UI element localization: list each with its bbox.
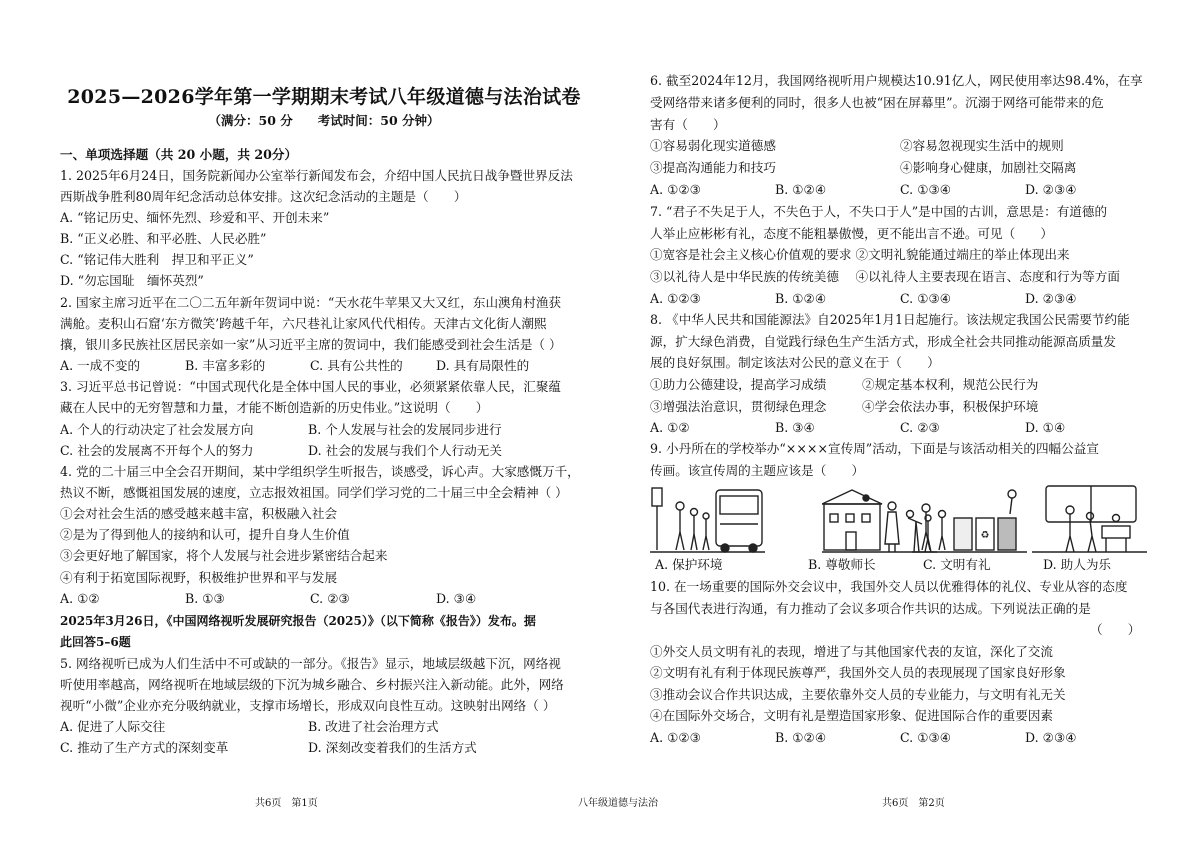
exam-subtitle: （满分：50 分 考试时间：50 分钟） [208, 113, 440, 128]
q5-stem-line: 视听“小微”企业亦充分吸纳就业，支撑市场增长，形成双向良性互动。这映射出网络（ ） [60, 698, 556, 713]
q3-option-a: A. 个人的行动决定了社会发展方向 [60, 422, 254, 437]
q6-option-c: C. ①③④ [900, 182, 952, 197]
q6-stem-line: 6. 截至2024年12月，我国网络视听用户规模达10.91亿人，网民使用率达98.4%，在享 [650, 73, 1143, 88]
q5-option-c: C. 推动了生产方式的深刻变革 [60, 740, 229, 755]
q8-item: ③增强法治意识，贯彻绿色理念 [650, 399, 827, 414]
q8-option-b: B. ③④ [775, 420, 815, 435]
q2-option-b: B. 丰富多彩的 [185, 358, 266, 373]
q8-stem-line: 源，扩大绿色消费，自觉践行绿色生产生活方式，形成全社会共同推动能源高质量发 [650, 334, 1116, 349]
q7-stem-line: 7. “君子不失足于人，不失色于人，不失口于人”是中国的古训，意思是：有道德的 [650, 204, 1108, 219]
section-heading: 一、单项选择题（共 20 小题，共 20分） [60, 147, 298, 162]
q6-item: ④影响身心健康，加剧社交隔离 [900, 160, 1077, 175]
q4-item: ①会对社会生活的感受越来越丰富，积极融入社会 [60, 506, 338, 521]
q4-option-b: B. ①③ [185, 591, 225, 606]
q4-item: ③会更好地了解国家，将个人发展与社会进步紧密结合起来 [60, 548, 388, 563]
q7-option-c: C. ①③④ [900, 291, 952, 306]
material-intro: 2025年3月26日，《中国网络视听发展研究报告（2025）》（以下简称《报告》）发布。据 [60, 614, 536, 628]
q1-option: C. “铭记伟大胜利 捍卫和平正义” [60, 252, 254, 267]
q9-caption-b: B. 尊敬师长 [808, 557, 876, 572]
q7-item: ①宽容是社会主义核心价值观的要求 ②文明礼貌能通过端庄的举止体现出来 [650, 247, 1070, 262]
footer-subject: 八年级道德与法治 [578, 798, 658, 809]
q10-stem-line: 10. 在一场重要的国际外交会议中，我国外交人员以优雅得体的礼仪、专业从容的态度 [650, 579, 1128, 594]
q6-option-b: B. ①②④ [775, 182, 827, 197]
q5-stem-line: 5. 网络视听已成为人们生活中不可或缺的一部分。《报告》显示，地域层级越下沉，网络视 [60, 656, 561, 671]
q10-option-d: D. ②③④ [1025, 730, 1077, 745]
q10-option-a: A. ①②③ [650, 730, 701, 745]
q1-stem-line: 1. 2025年6月24日，国务院新闻办公室举行新闻发布会，介绍中国人民抗日战争暨世界反法 [60, 168, 573, 183]
q10-item: ④在国际外交场合，文明有礼是塑造国家形象、促进国际合作的重要因素 [650, 708, 1053, 723]
q10-item: ③推动会议合作共识达成，主要依靠外交人员的专业能力，与文明有礼无关 [650, 687, 1066, 702]
material-intro: 此回答5–6题 [60, 635, 131, 649]
bus-seat-giving-picture [1032, 484, 1147, 554]
q10-stem-line: （ ） [1090, 622, 1141, 637]
q3-option-b: B. 个人发展与社会的发展同步进行 [308, 422, 502, 437]
q9-caption-c: C. 文明有礼 [923, 557, 991, 572]
q5-option-a: A. 促进了人际交往 [60, 719, 166, 734]
q1-option: B. “正义必胜、和平必胜、人民必胜” [60, 231, 267, 246]
q4-stem-line: 4. 党的二十届三中全会召开期间，某中学组织学生听报告，谈感受，诉心声。大家感慨万千， [60, 464, 580, 479]
q7-option-a: A. ①②③ [650, 291, 701, 306]
q2-stem-line: 攘，银川多民族社区居民亲如一家”从习近平主席的贺词中，我们能感受到社会生活是（ ） [60, 337, 562, 352]
q4-option-a: A. ①② [60, 591, 100, 606]
q10-item: ②文明有礼有利于体现民族尊严，我国外交人员的表现展现了国家良好形象 [650, 665, 1066, 680]
q6-item: ②容易忽视现实生活中的规则 [900, 138, 1064, 153]
q4-item: ④有利于拓宽国际视野，积极维护世界和平与发展 [60, 570, 338, 585]
q7-option-d: D. ②③④ [1025, 291, 1077, 306]
q3-stem-line: 3. 习近平总书记曾说：“中国式现代化是全体中国人民的事业，必须紧紧依靠人民，汇聚蕴 [60, 379, 562, 394]
q2-option-a: A. 一成不变的 [60, 358, 141, 373]
q9-stem-line: 9. 小丹所在的学校举办“××××宣传周”活动，下面是与该活动相关的四幅公益宣 [650, 441, 1099, 456]
q8-item: ①助力公德建设，提高学习成绩 [650, 377, 827, 392]
q2-option-c: C. 具有公共性的 [310, 358, 403, 373]
q5-option-b: B. 改进了社会治理方式 [308, 719, 439, 734]
footer-page-right: 共6页 第2页 [882, 798, 945, 809]
bus-stop-queue-picture [650, 484, 765, 554]
q6-item: ①容易弱化现实道德感 [650, 138, 776, 153]
q6-item: ③提高沟通能力和技巧 [650, 160, 776, 175]
q7-option-b: B. ①②④ [775, 291, 827, 306]
q10-option-c: C. ①③④ [900, 730, 952, 745]
q8-item: ②规定基本权利，规范公民行为 [862, 377, 1039, 392]
q9-caption-a: A. 保护环境 [655, 557, 723, 572]
q4-item: ②是为了得到他人的接纳和认可，提升自身人生价值 [60, 527, 350, 542]
q6-option-d: D. ②③④ [1025, 182, 1077, 197]
q2-stem-line: 满舱。麦积山石窟‘东方微笑’跨越千年，六尺巷礼让家风代代相传。天津古文化街人潮熙 [60, 316, 547, 331]
q7-stem-line: 人举止应彬彬有礼，态度不能粗暴傲慢，更不能出言不逊。可见（ ） [650, 226, 1053, 241]
q9-caption-d: D. 助人为乐 [1043, 557, 1112, 572]
q3-option-c: C. 社会的发展离不开每个人的努力 [60, 443, 254, 458]
q6-option-a: A. ①②③ [650, 182, 701, 197]
q8-item: ④学会依法办事，积极保护环境 [862, 399, 1039, 414]
q6-stem-line: 受网络带来诸多便利的同时，很多人也被“困在屏幕里”。沉溺于网络可能带来的危 [650, 95, 1104, 110]
q9-stem-line: 传画。该宣传周的主题应该是（ ） [650, 463, 865, 478]
q10-item: ①外交人员文明有礼的表现，增进了与其他国家代表的友谊，深化了交流 [650, 644, 1053, 659]
q4-stem-line: 热议不断，感慨祖国发展的速度，立志报效祖国。同学们学习党的二十届三中全会精神（ ） [60, 485, 568, 500]
svg-text:♻: ♻ [980, 530, 990, 541]
q5-option-d: D. 深刻改变着我们的生活方式 [308, 740, 477, 755]
q8-option-c: C. ②③ [900, 420, 940, 435]
footer-page-left: 共6页 第1页 [255, 798, 318, 809]
q1-option: A. “铭记历史、缅怀先烈、珍爱和平、开创未来” [60, 210, 330, 225]
q4-option-d: D. ③④ [436, 591, 477, 606]
q1-option: D. “勿忘国耻 缅怀英烈” [60, 273, 204, 288]
q3-option-d: D. 社会的发展与我们个人行动无关 [308, 443, 502, 458]
q10-option-b: B. ①②④ [775, 730, 827, 745]
q10-stem-line: 与各国代表进行沟通，有力推动了会议多项合作共识的达成。下列说法正确的是 [650, 601, 1091, 616]
q6-stem-line: 害有（ ） [650, 117, 726, 132]
q8-option-a: A. ①② [650, 420, 690, 435]
q5-stem-line: 听使用率越高，网络视听在地域层级的下沉为城乡融合、乡村振兴注入新动能。此外，网络 [60, 677, 564, 692]
q7-item: ③以礼待人是中华民族的传统美德 ④以礼待人主要表现在语言、态度和行为等方面 [650, 269, 1120, 284]
exam-title: 2025—2026学年第一学期期末考试八年级道德与法治试卷 [67, 86, 581, 108]
q3-stem-line: 藏在人民中的无穷智慧和力量，才能不断创造新的历史伟业。”这说明（ ） [60, 400, 489, 415]
q8-stem-line: 展的良好氛围。制定该法对公民的意义在于（ ） [650, 355, 940, 370]
q8-option-d: D. ①④ [1025, 420, 1066, 435]
q2-option-d: D. 具有局限性的 [436, 358, 530, 373]
q4-option-c: C. ②③ [310, 591, 350, 606]
q1-stem-line: 西斯战争胜利80周年纪念活动总体安排。这次纪念活动的主题是（ ） [60, 189, 467, 204]
trash-sorting-picture [912, 484, 1027, 554]
q8-stem-line: 8. 《中华人民共和国能源法》自2025年1月1日起施行。该法规定我国公民需要节约能 [650, 312, 1130, 327]
q2-stem-line: 2. 国家主席习近平在二〇二五年新年贺词中说：“天水花牛苹果又大又红，东山澳角村渔获 [60, 295, 562, 310]
